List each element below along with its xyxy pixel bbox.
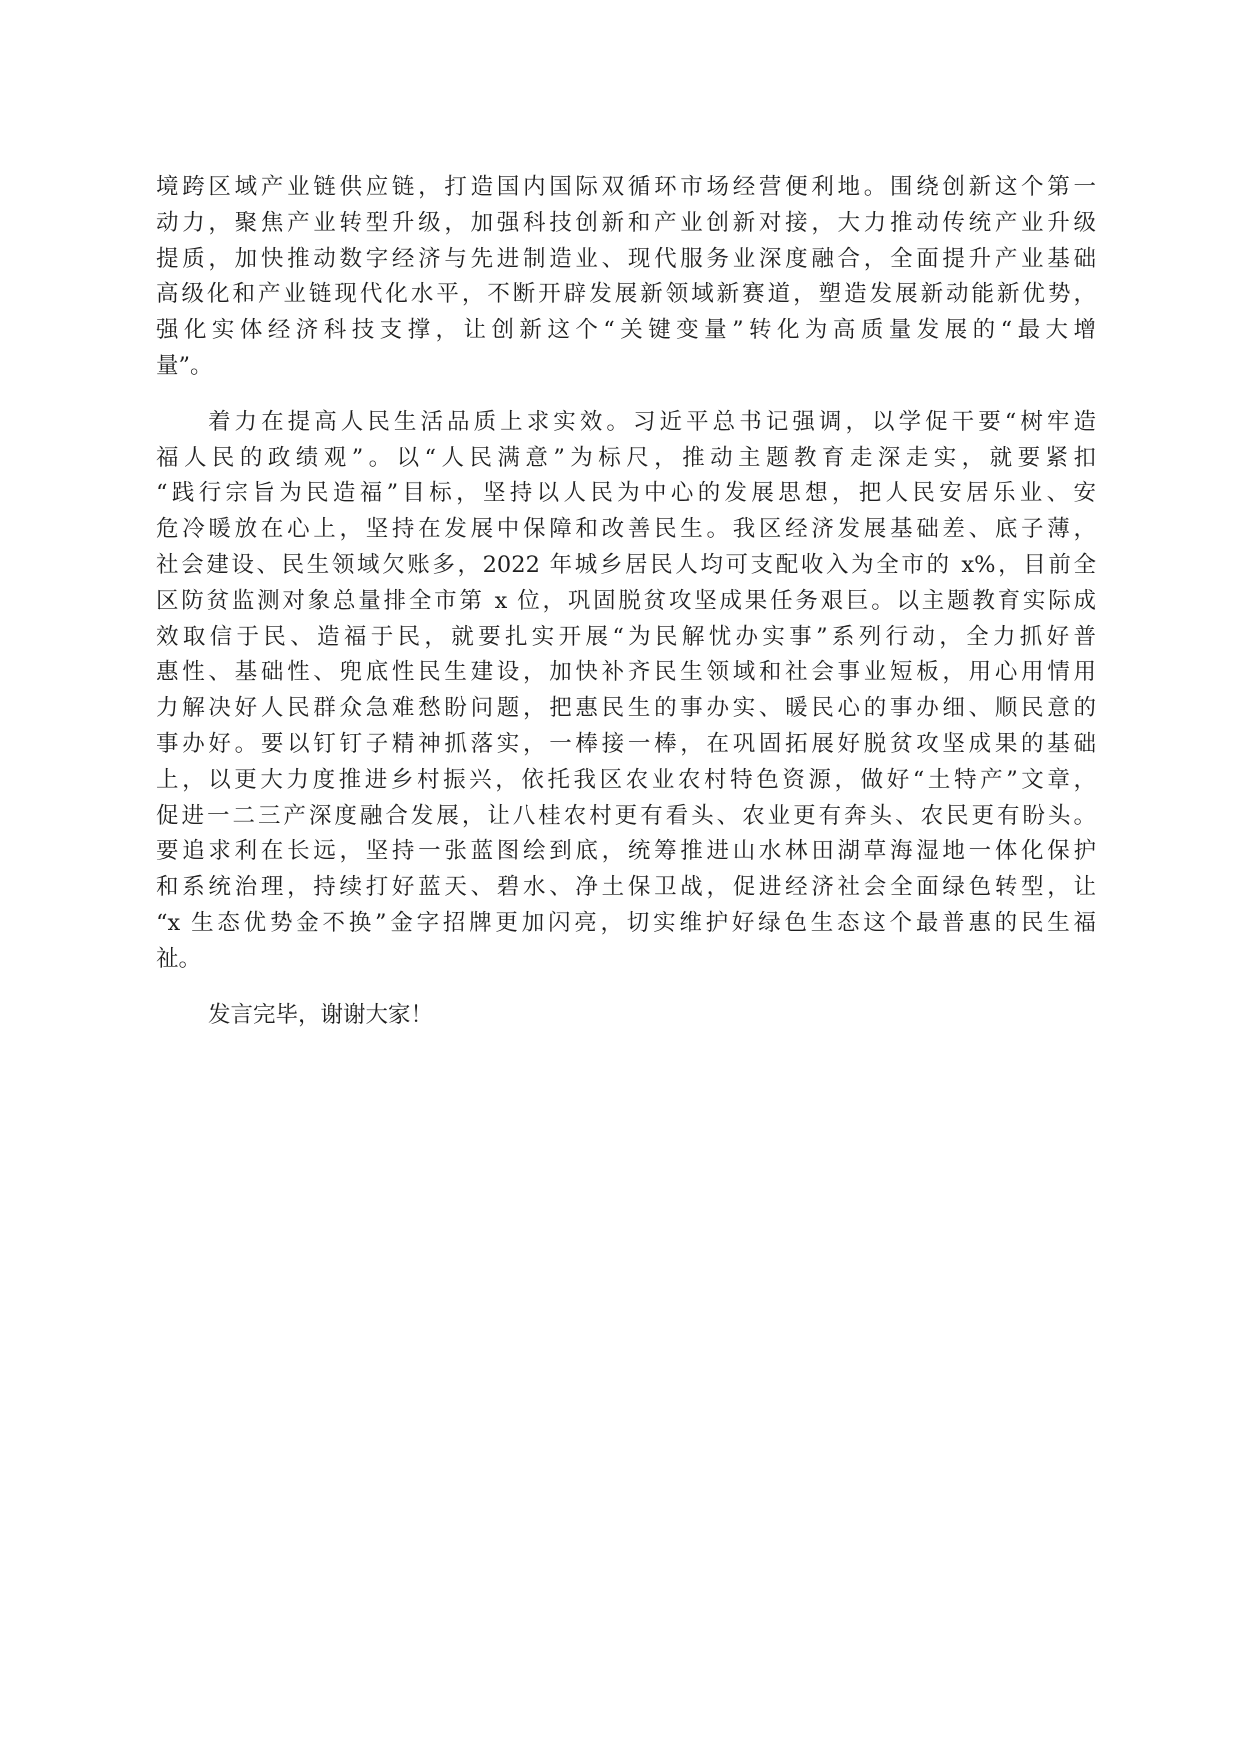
- text-line: 动力，聚焦产业转型升级，加强科技创新和产业创新对接，大力推动传统产业升级: [156, 209, 1096, 236]
- text-line: 区防贫监测对象总量排全市第 x 位，巩固脱贫攻坚成果任务艰巨。以主题教育实际成: [156, 587, 1096, 614]
- text-line: 要追求利在长远，坚持一张蓝图绘到底，统筹推进山水林田湖草海湿地一体化保护: [156, 838, 1096, 865]
- text-line: 危冷暖放在心上，坚持在发展中保障和改善民生。我区经济发展基础差、底子薄，: [156, 516, 1096, 543]
- text-line: 效取信于民、造福于民，就要扎实开展“为民解忧办实事”系列行动，全力抓好普: [156, 623, 1096, 650]
- text-line: 提质，加快推动数字经济与先进制造业、现代服务业深度融合，全面提升产业基础: [156, 245, 1096, 272]
- text-line: 事办好。要以钉钉子精神抓落实，一棒接一棒，在巩固拓展好脱贫攻坚成果的基础: [156, 730, 1096, 757]
- text-line: 祉。: [156, 945, 202, 972]
- text-line: “x 生态优势金不换”金字招牌更加闪亮，切实维护好绿色生态这个最普惠的民生福: [156, 909, 1096, 936]
- text-line: 着力在提高人民生活品质上求实效。习近平总书记强调，以学促干要“树牢造: [208, 408, 1096, 435]
- text-line: 促进一二三产深度融合发展，让八桂农村更有看头、农业更有奔头、农民更有盼头。: [156, 802, 1096, 829]
- text-line: 社会建设、民生领域欠账多，2022 年城乡居民人均可支配收入为全市的 x%，目前全: [156, 551, 1096, 578]
- text-line: 境跨区域产业链供应链，打造国内国际双循环市场经营便利地。围绕创新这个第一: [156, 174, 1096, 200]
- text-line: 高级化和产业链现代化水平，不断开辟发展新领域新赛道，塑造发展新动能新优势，: [156, 281, 1096, 308]
- text-line: 量”。: [156, 352, 213, 379]
- text-line: 强化实体经济科技支撑，让创新这个“关键变量”转化为高质量发展的“最大增: [156, 317, 1096, 344]
- text-line: 和系统治理，持续打好蓝天、碧水、净土保卫战，促进经济社会全面绿色转型，让: [156, 874, 1096, 901]
- paragraph: [156, 170, 1096, 385]
- text-line: 发言完毕，谢谢大家！: [208, 1001, 434, 1028]
- text-line: “践行宗旨为民造福”目标，坚持以人民为中心的发展思想，把人民安居乐业、安: [156, 480, 1096, 507]
- text-line: 福人民的政绩观”。以“人民满意”为标尺，推动主题教育走深走实，就要紧扣: [156, 444, 1096, 471]
- text-line: 力解决好人民群众急难愁盼问题，把惠民生的事办实、暖民心的事办细、顺民意的: [156, 695, 1096, 722]
- paragraph: [156, 998, 1096, 1034]
- text-line: 惠性、基础性、兜底性民生建设，加快补齐民生领域和社会事业短板，用心用情用: [156, 659, 1096, 686]
- text-line: 上，以更大力度推进乡村振兴，依托我区农业农村特色资源，做好“土特产”文章，: [156, 766, 1096, 793]
- paragraph: [156, 405, 1096, 978]
- document-body: [156, 170, 1096, 1053]
